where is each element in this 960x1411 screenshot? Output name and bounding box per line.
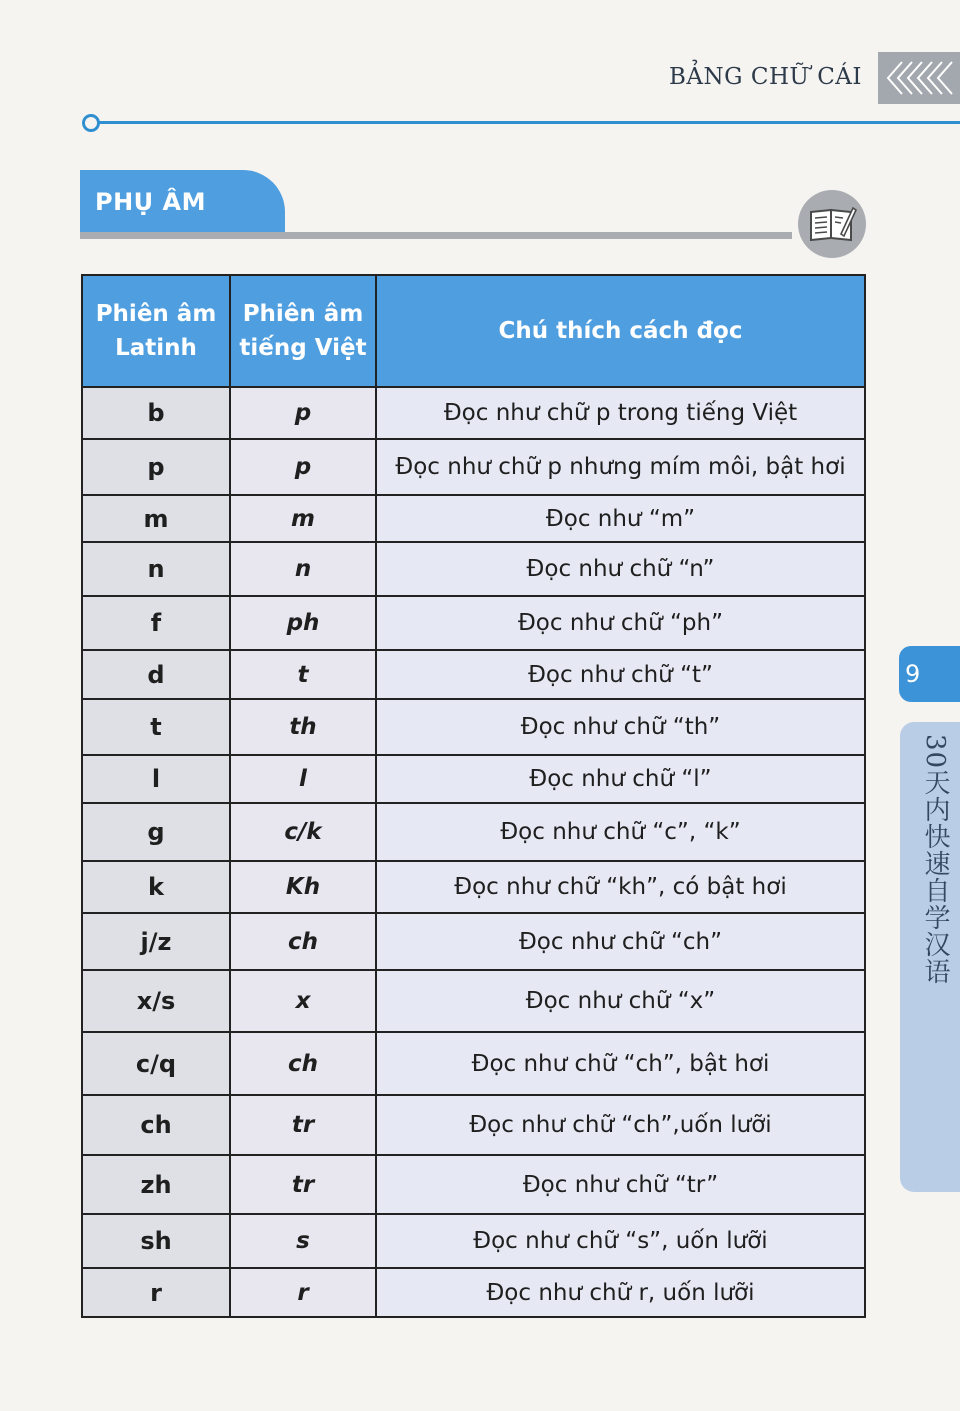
latin-cell: d bbox=[83, 650, 230, 699]
latin-cell: r bbox=[83, 1268, 230, 1316]
note-cell: Đọc như chữ “th” bbox=[376, 699, 864, 755]
table-row bbox=[83, 970, 864, 1032]
latin-cell: ch bbox=[83, 1095, 230, 1155]
latin-cell: p bbox=[83, 439, 230, 495]
book-pencil-icon bbox=[798, 190, 866, 258]
header-divider bbox=[92, 121, 960, 124]
latin-cell: m bbox=[83, 495, 230, 542]
section-title: PHỤ ÂM bbox=[95, 188, 206, 216]
table-row bbox=[83, 1095, 864, 1155]
note-cell: Đọc như chữ “ch”, bật hơi bbox=[376, 1032, 864, 1095]
vietnamese-cell: ch bbox=[230, 913, 376, 970]
vietnamese-cell: n bbox=[230, 542, 376, 596]
note-cell: Đọc như chữ r, uốn lưỡi bbox=[376, 1268, 864, 1316]
table-row bbox=[83, 861, 864, 913]
note-cell: Đọc như chữ “x” bbox=[376, 970, 864, 1032]
vietnamese-cell: tr bbox=[230, 1155, 376, 1214]
table-row bbox=[83, 1032, 864, 1095]
latin-cell: c/q bbox=[83, 1032, 230, 1095]
vietnamese-cell: x bbox=[230, 970, 376, 1032]
latin-cell: n bbox=[83, 542, 230, 596]
consonant-table bbox=[81, 274, 866, 1318]
vietnamese-cell: p bbox=[230, 439, 376, 495]
vietnamese-cell: m bbox=[230, 495, 376, 542]
note-cell: Đọc như “m” bbox=[376, 495, 864, 542]
page-number: 9 bbox=[905, 660, 921, 688]
book-title: 30天内快速自学汉语 bbox=[920, 734, 950, 986]
table-row bbox=[83, 596, 864, 650]
header-notes bbox=[376, 276, 864, 387]
note-cell: Đọc như chữ “ch” bbox=[376, 913, 864, 970]
latin-cell: g bbox=[83, 803, 230, 861]
note-cell: Đọc như chữ p trong tiếng Việt bbox=[376, 387, 864, 439]
header-latin bbox=[83, 276, 230, 387]
section-heading bbox=[80, 170, 285, 234]
header-divider-dot bbox=[82, 114, 100, 132]
vietnamese-cell: s bbox=[230, 1214, 376, 1268]
table-row bbox=[83, 650, 864, 699]
vietnamese-cell: c/k bbox=[230, 803, 376, 861]
note-cell: Đọc như chữ “l” bbox=[376, 755, 864, 803]
page-number-tab bbox=[899, 646, 960, 702]
vietnamese-cell: t bbox=[230, 650, 376, 699]
table-row bbox=[83, 1268, 864, 1316]
book-title-tab bbox=[900, 722, 960, 1192]
latin-cell: sh bbox=[83, 1214, 230, 1268]
table-row bbox=[83, 755, 864, 803]
latin-cell: x/s bbox=[83, 970, 230, 1032]
latin-cell: j/z bbox=[83, 913, 230, 970]
header-notes-label: Chú thích cách đọc bbox=[498, 318, 743, 344]
vietnamese-cell: tr bbox=[230, 1095, 376, 1155]
table-row bbox=[83, 1214, 864, 1268]
vietnamese-cell: ph bbox=[230, 596, 376, 650]
table-row bbox=[83, 1155, 864, 1214]
note-cell: Đọc như chữ “ph” bbox=[376, 596, 864, 650]
header-vietnamese-label: Phiên âm tiếng Việt bbox=[239, 301, 367, 361]
latin-cell: l bbox=[83, 755, 230, 803]
table-row bbox=[83, 699, 864, 755]
note-cell: Đọc như chữ “c”, “k” bbox=[376, 803, 864, 861]
vietnamese-cell: l bbox=[230, 755, 376, 803]
vietnamese-cell: r bbox=[230, 1268, 376, 1316]
note-cell: Đọc như chữ “n” bbox=[376, 542, 864, 596]
vietnamese-cell: Kh bbox=[230, 861, 376, 913]
latin-cell: b bbox=[83, 387, 230, 439]
note-cell: Đọc như chữ “ch”,uốn lưỡi bbox=[376, 1095, 864, 1155]
table-row bbox=[83, 387, 864, 439]
table-row bbox=[83, 495, 864, 542]
latin-cell: zh bbox=[83, 1155, 230, 1214]
note-cell: Đọc như chữ “s”, uốn lưỡi bbox=[376, 1214, 864, 1268]
table-row bbox=[83, 542, 864, 596]
vietnamese-cell: ch bbox=[230, 1032, 376, 1095]
note-cell: Đọc như chữ “t” bbox=[376, 650, 864, 699]
table-header-row bbox=[83, 276, 864, 387]
table-row bbox=[83, 803, 864, 861]
header-vietnamese bbox=[230, 276, 376, 387]
section-divider bbox=[80, 232, 792, 239]
note-cell: Đọc như chữ p nhưng mím môi, bật hơi bbox=[376, 439, 864, 495]
page-header-title: BẢNG CHỮ CÁI bbox=[669, 64, 862, 90]
table-row bbox=[83, 913, 864, 970]
vietnamese-cell: th bbox=[230, 699, 376, 755]
latin-cell: k bbox=[83, 861, 230, 913]
table-row bbox=[83, 439, 864, 495]
latin-cell: t bbox=[83, 699, 230, 755]
header-latin-label: Phiên âm Latinh bbox=[95, 301, 217, 361]
chevrons-left-icon bbox=[878, 52, 960, 104]
latin-cell: f bbox=[83, 596, 230, 650]
note-cell: Đọc như chữ “tr” bbox=[376, 1155, 864, 1214]
vietnamese-cell: p bbox=[230, 387, 376, 439]
note-cell: Đọc như chữ “kh”, có bật hơi bbox=[376, 861, 864, 913]
